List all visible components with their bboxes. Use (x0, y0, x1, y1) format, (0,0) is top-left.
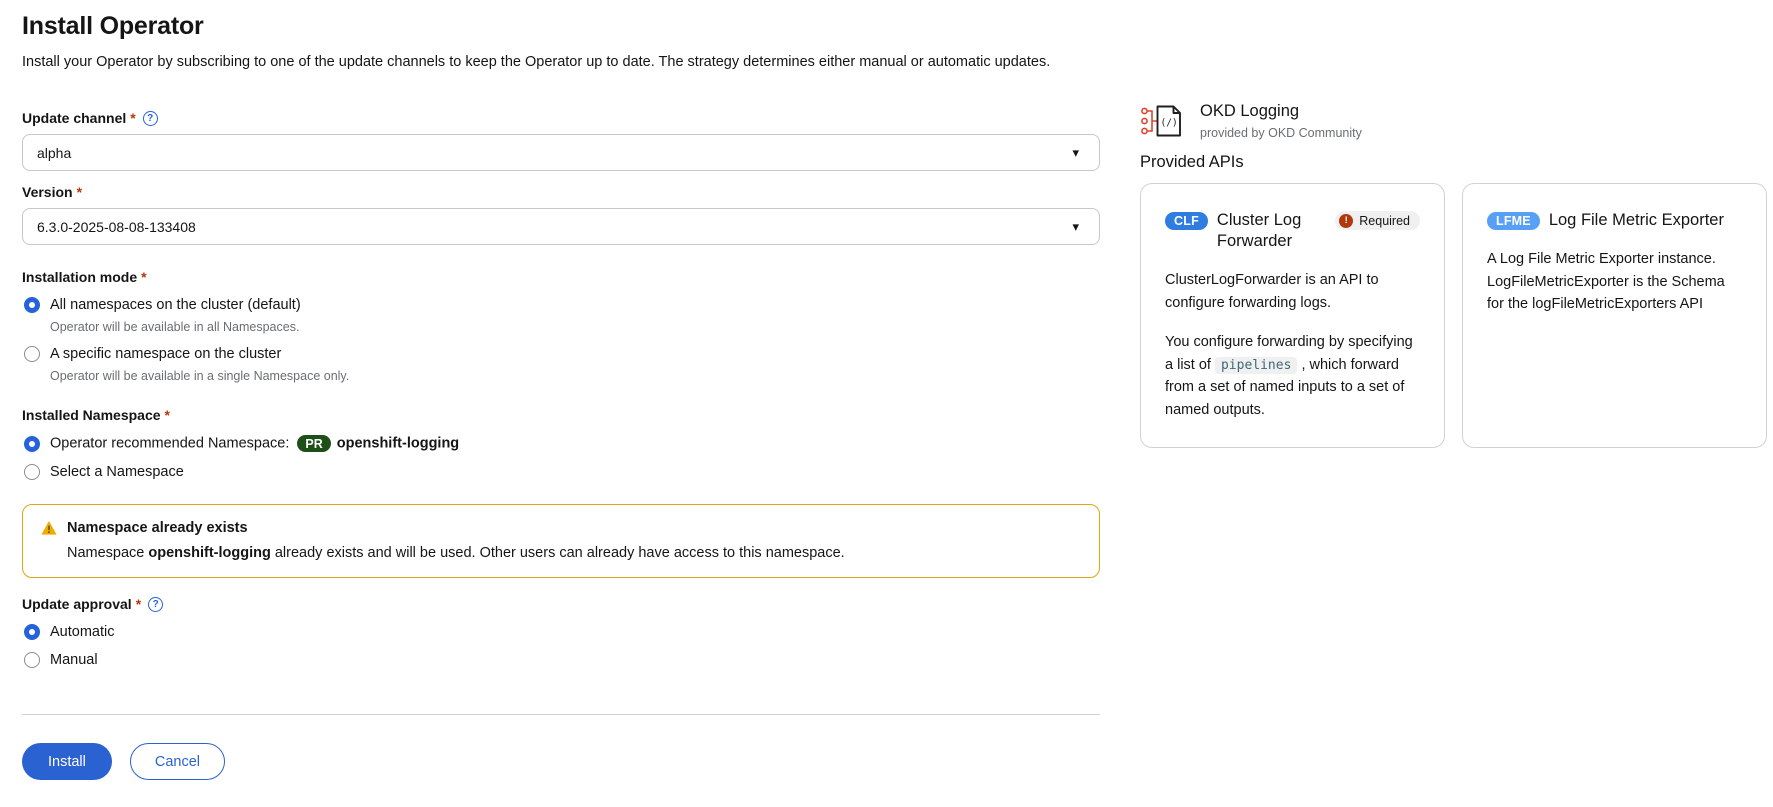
api-description: ClusterLogForwarder is an API to configure forwarding logs. (1165, 272, 1379, 311)
radio-recommended-namespace[interactable] (24, 435, 1100, 452)
api-description-text: , which forward from a set of named inputs to a set of named outputs. (1165, 356, 1405, 418)
installation-mode-group (22, 269, 1100, 383)
install-button[interactable]: Install (22, 743, 112, 780)
required-asterisk: * (76, 184, 83, 200)
radio-button-unselected[interactable] (24, 346, 40, 362)
api-badge-lfme: LFME (1487, 212, 1540, 230)
api-card-log-file-metric-exporter (1462, 183, 1767, 448)
provided-apis-heading: Provided APIs (1140, 153, 1244, 171)
update-approval-label-text: Update approval (22, 596, 132, 612)
install-form (22, 110, 1100, 780)
help-icon[interactable]: ? (143, 111, 158, 126)
page-subtitle: Install your Operator by subscribing to one of the update channels to keep the Operator up to date. The strategy determines either manual or automatic updates. (22, 54, 1051, 70)
api-badge-clf: CLF (1165, 212, 1208, 230)
svg-text:(/): (/) (1160, 117, 1178, 129)
operator-info-panel (1140, 102, 1768, 448)
update-approval-group (22, 596, 1100, 668)
radio-label: Automatic (50, 624, 115, 640)
dropdown-caret-icon: ▾ (1072, 144, 1079, 160)
dropdown-caret-icon: ▾ (1072, 218, 1079, 234)
alert-title: Namespace already exists (67, 520, 248, 536)
project-badge: PR (297, 435, 330, 452)
radio-button-unselected[interactable] (24, 464, 40, 480)
radio-helper-text: Operator will be available in all Namespaces. (50, 320, 300, 334)
radio-helper-text: Operator will be available in a single Namespace only. (50, 369, 350, 383)
cancel-button[interactable]: Cancel (130, 743, 225, 780)
recommended-namespace-text: Operator recommended Namespace: (50, 435, 290, 452)
installed-namespace-label-text: Installed Namespace (22, 407, 161, 423)
version-select[interactable] (22, 208, 1100, 245)
radio-automatic[interactable] (24, 624, 1100, 640)
api-description: A Log File Metric Exporter instance. LogFileMetricExporter is the Schema for the logFileMetricExporters API (1487, 251, 1725, 313)
version-label-text: Version (22, 184, 73, 200)
alert-text: already exists and will be used. Other users can already have access to this namespace. (270, 545, 845, 561)
radio-label: All namespaces on the cluster (default) (50, 297, 301, 313)
form-actions (22, 743, 1100, 780)
update-channel-value: alpha (37, 144, 72, 161)
radio-button-unselected[interactable] (24, 652, 40, 668)
operator-header (1140, 102, 1768, 140)
installation-mode-label (22, 269, 1100, 285)
required-badge-label: Required (1359, 213, 1410, 228)
api-description-text: You configure forwarding by specifying a list of (1165, 334, 1413, 373)
version-label (22, 184, 1100, 200)
alert-namespace-name: openshift-logging (148, 545, 271, 561)
installed-namespace-label (22, 407, 1100, 423)
required-badge (1335, 211, 1420, 230)
radio-button-selected[interactable] (24, 624, 40, 640)
api-title: Log File Metric Exporter (1548, 211, 1724, 229)
help-icon[interactable]: ? (148, 597, 163, 612)
update-channel-label (22, 110, 1100, 126)
operator-name: OKD Logging (1200, 102, 1300, 120)
radio-label: Manual (50, 652, 98, 668)
required-asterisk: * (164, 407, 170, 423)
radio-label (50, 435, 459, 452)
namespace-exists-alert (22, 504, 1100, 578)
installation-mode-label-text: Installation mode (22, 269, 138, 285)
alert-description (67, 545, 1081, 561)
page-title: Install Operator (22, 12, 204, 40)
alert-text: Namespace (67, 545, 149, 561)
radio-all-namespaces[interactable] (24, 297, 1100, 313)
radio-button-selected[interactable] (24, 436, 40, 452)
radio-manual[interactable] (24, 652, 1100, 668)
installed-namespace-group (22, 407, 1100, 480)
namespace-name: openshift-logging (336, 435, 460, 452)
radio-label: A specific namespace on the cluster (50, 346, 282, 362)
radio-button-selected[interactable] (24, 297, 40, 313)
update-channel-select[interactable] (22, 134, 1100, 171)
code-chip-pipelines: pipelines (1215, 357, 1297, 374)
operator-provider: provided by OKD Community (1200, 126, 1362, 140)
update-approval-label (22, 596, 1100, 612)
api-description (1165, 331, 1420, 421)
version-value: 6.3.0-2025-08-08-133408 (37, 218, 196, 235)
okd-logging-logo-icon (1140, 102, 1186, 140)
radio-label: Select a Namespace (50, 464, 184, 480)
required-asterisk: * (130, 110, 136, 126)
required-asterisk: * (135, 596, 142, 612)
warning-icon (41, 520, 57, 536)
api-title: Cluster Log Forwarder (1216, 211, 1302, 251)
radio-select-namespace[interactable] (24, 464, 1100, 480)
required-asterisk: * (141, 269, 147, 285)
form-footer-divider (22, 714, 1100, 715)
radio-specific-namespace[interactable] (24, 346, 1100, 362)
update-channel-label-text: Update channel (22, 110, 127, 126)
api-card-cluster-log-forwarder (1140, 183, 1445, 448)
required-exclamation-icon: ! (1339, 214, 1353, 228)
